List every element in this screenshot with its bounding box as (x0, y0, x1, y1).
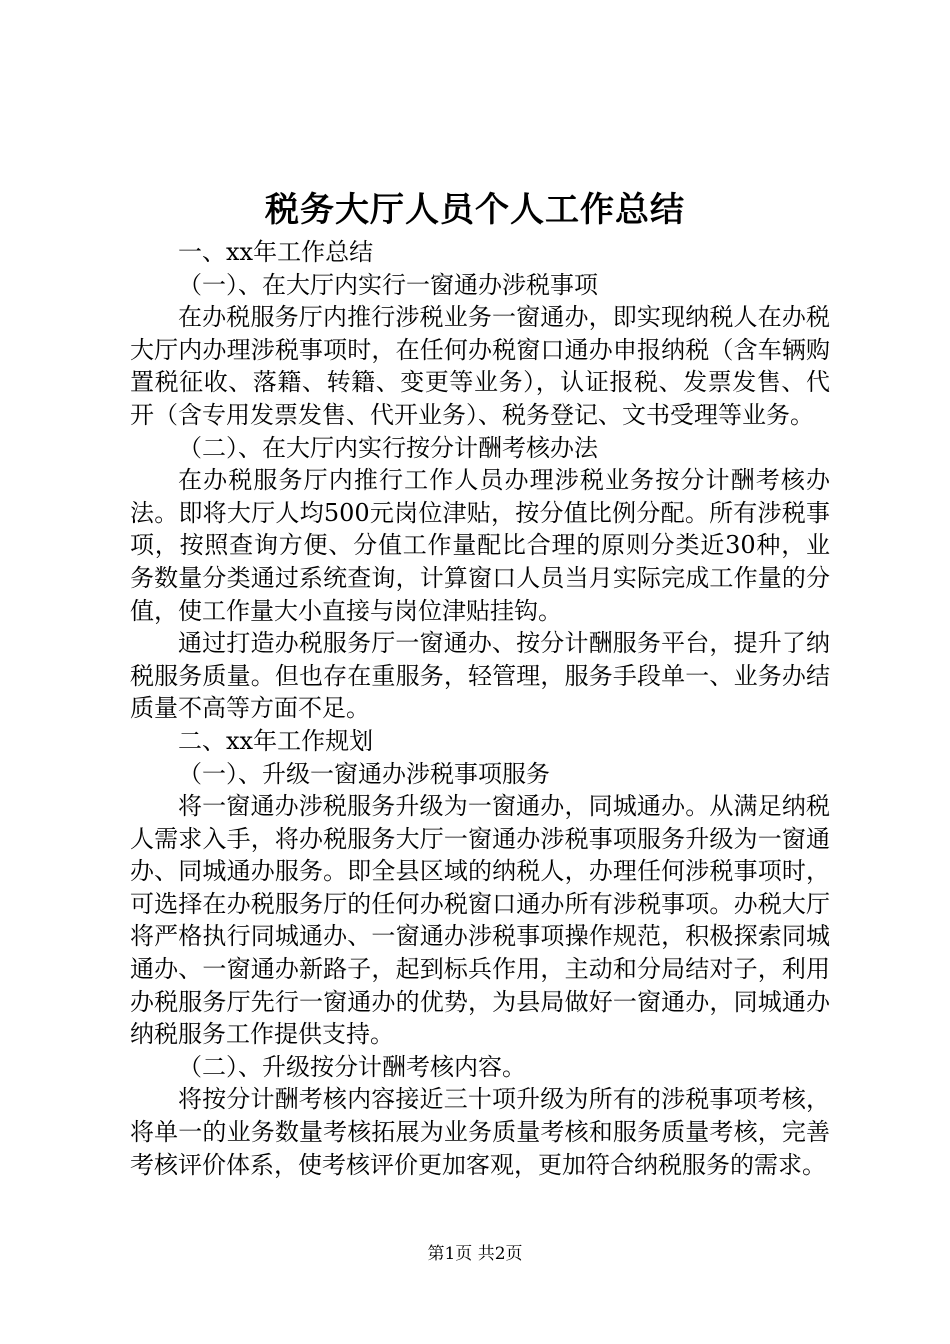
paragraph: 将一窗通办涉税服务升级为一窗通办，同城通办。从满足纳税人需求入手，将办税服务大厅一窗通办涉税事项服务升级为一窗通办、同城通办服务。即全县区域的纳税人，办理任何涉税事项时，可选择在办税服务厅的任何办税窗口通办所有涉税事项。办税大厅将严格执行同城通办、一窗通办涉税事项操作规范，积极探索同城通办、一窗通办新路子，起到标兵作用，主动和分局结对子，利用办税服务厅先行一窗通办的优势，为县局做好一窗通办，同城通办纳税服务工作提供支持。 (130, 792, 830, 1049)
subsection-heading: （二）、升级按分计酬考核内容。 (178, 1052, 526, 1081)
subsection-heading: （二）、在大厅内实行按分计酬考核办法 (178, 433, 598, 462)
section-heading: 二、xx年工作规划 (178, 726, 374, 755)
paragraph: 通过打造办税服务厅一窗通办、按分计酬服务平台，提升了纳税服务质量。但也存在重服务，轻管理，服务手段单一、业务办结质量不高等方面不足。 (130, 629, 830, 723)
paragraph: 在办税服务厅内推行涉税业务一窗通办，即实现纳税人在办税大厅内办理涉税事项时，在任何办税窗口通办申报纳税（含车辆购置税征收、落籍、转籍、变更等业务），认证报税、发票发售、代开（含专用发票发售、代开业务）、税务登记、文书受理等业务。 (130, 303, 830, 429)
subsection-heading: （一）、升级一窗通办涉税事项服务 (178, 759, 550, 788)
subsection-heading: （一）、在大厅内实行一窗通办涉税事项 (178, 270, 598, 299)
document-title: 税务大厅人员个人工作总结 (265, 190, 685, 230)
paragraph: 将按分计酬考核内容接近三十项升级为所有的涉税事项考核，将单一的业务数量考核拓展为业务质量考核和服务质量考核，完善考核评价体系，使考核评价更加客观，更加符合纳税服务的需求。 (130, 1085, 830, 1179)
section-heading: 一、xx年工作总结 (178, 238, 374, 266)
document-body (130, 236, 830, 1181)
page-footer: 第1页 共2页 (427, 1244, 523, 1264)
paragraph: 在办税服务厅内推行工作人员办理涉税业务按分计酬考核办法。即将大厅人均500元岗位津贴，按分值比例分配。所有涉税事项，按照查询方便、分值工作量配比合理的原则分类近30种，业务数量分类通过系统查询，计算窗口人员当月实际完成工作量的分值，使工作量大小直接与岗位津贴挂钩。 (130, 466, 830, 625)
